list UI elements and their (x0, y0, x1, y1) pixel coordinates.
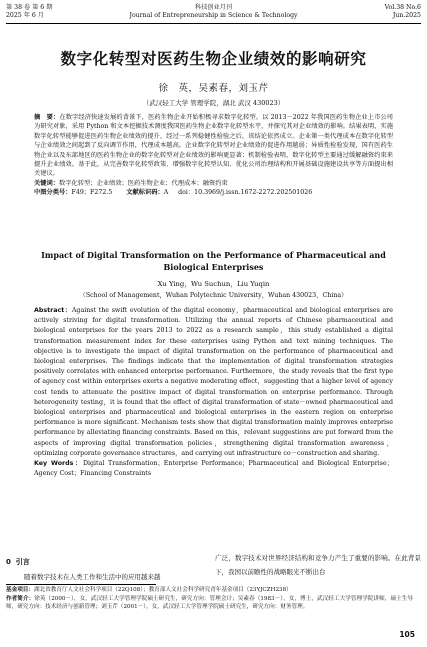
doc-code: A (163, 189, 169, 197)
author-bio-text: 徐英（2000－），女，武汉轻工大学管理学院硕士研究生，研究方向：管理会计；吴素春（1983－），女，博士，武汉轻工大学管理学院讲师，硕士生导师，研究方向：技术经济与创新管理；刘玉芹（2001－），女，武汉轻工大学管理学院硕士研究生，研究方向：财务管理。 (6, 595, 413, 611)
paper-title-en-line1: Impact of Digital Transformation on the Performance of Pharmaceutical and (41, 250, 386, 260)
abstract-en-text: Against the swift evolution of the digital economy，pharmaceutical and biological enterprises are actively striving for digital transformation. Utilizing the annual reports of Chinese pharmaceutical and biological enterprises for the years 2013 to 2022 as a research sample，this study established a digital transformation measurement index for these enterprises using Python and text mining techniques. The objective is to investigate the impact of digital transformation on the performance of pharmaceutical and biological enterprises. The findings indicate that the implementation of digital transformation strategies positively correlates with enhanced enterprise performance. Furthermore，the study reveals that the first type of agency cost within enterprises exerts a negative moderating effect，suggesting that a higher level of agency cost tends to attenuate the positive impact of digital transformation on enterprise performance. Through heterogeneity testing，it is found that the effect of digital transformation of state－owned pharmaceutical and biological enterprises and pharmaceutical and biological enterprises in the eastern region on enterprise performance is more significant. Mechanism tests show that digital transformation mainly improves enterprise performance by alleviating financing constraints. Based on this，relevant suggestions are put forward from the aspects of improving digital transformation policies，strengthening digital transformation awareness，optimizing corporate governance structures，and carrying out infrastructure co－construction and sharing. (34, 307, 393, 457)
paper-title-cn: 数字化转型对医药生物企业绩效的影响研究 (60, 50, 367, 68)
date-cn: 2025 年 6 月 (6, 12, 44, 19)
doi: doi：10.3969/j.issn.1672-2272.202501026 (178, 189, 313, 197)
keywords-cn: 数字化转型；企业绩效；医药生物企业；代理成本；融资约束 (59, 179, 228, 187)
footnote-funding (6, 586, 413, 595)
footnote-authors (6, 595, 413, 612)
authors-en: Xu Ying，Wu Suchun，Liu Yuqin (157, 280, 270, 288)
abstract-cn-label: 摘 要： (34, 114, 60, 121)
clc-number: F49；F272.5 (71, 189, 113, 197)
authors-cn: 徐 英，吴素春，刘玉芹 (158, 83, 269, 94)
clc-label: 中图分类号： (34, 189, 72, 197)
keywords-en: Digital Transformation；Enterprise Performance；Pharmaceutical and Biological Enterprise；Agency Cost；Financing Constraints (34, 460, 393, 478)
section-heading (6, 555, 206, 570)
page-number: 105 (399, 630, 415, 639)
body-text-col2: 广泛，数字技术对世界经济结构和竞争力产生了重要的影响。在此背景下，我国以前瞻性的战略眼光不断出台 (215, 554, 421, 576)
header-rule (6, 23, 421, 24)
paper-title-en-line2: Biological Enterprises (163, 261, 264, 272)
date-en: Jun.2025 (392, 12, 421, 19)
body-text-col1: 随着数字技术在人类工作和生活中的应用越来越 (24, 573, 161, 581)
doc-code-label: 文献标识码： (126, 189, 164, 197)
affiliation-cn: （武汉轻工大学 管理学院，湖北 武汉 430023） (142, 99, 285, 107)
affiliation-en: （School of Management，Wuhan Polytechnic University，Wuhan 430023，China） (79, 292, 348, 299)
header-center (6, 4, 421, 20)
paper-title-en (34, 250, 393, 273)
keywords-en-label: Key Words： (34, 460, 83, 468)
funding-text: 湖北省教育厅人文社会科学项目（22Q108）；教育部人文社会科学研究青年基金项目（23YJCZH238） (33, 587, 292, 593)
volume-issue-cn: 第 38 卷 第 6 期 (6, 4, 53, 11)
introduction-section (6, 555, 206, 585)
author-bio-label: 作者简介： (6, 595, 35, 602)
funding-label: 基金项目： (6, 587, 34, 593)
journal-name-en: Journal of Entrepreneurship in Science & Technology (129, 12, 298, 19)
header-right (385, 4, 421, 20)
journal-name-cn: 科技创业月刊 (194, 4, 233, 11)
keywords-cn-label: 关键词： (34, 179, 59, 187)
section-number: 0 (6, 558, 11, 566)
section-title: 引言 (15, 558, 30, 566)
volume-issue-en: Vol.38 No.6 (384, 4, 421, 11)
abstract-cn-text: 在数字经济快速发展的背景下，医药生物企业开始积极寻求数字化转型。以 2013－2022 年我国医药生物企业上市公司为研究对象，采用 Python 和文本挖掘技术测度我国医药生物企业数字化转型水平，并探究其对企业绩效的影响。结果表明，实施数字化转型能够促进医药生物企业绩效的提升，经过一系列稳健性检验之后，该结论依然成立。企业第一类代理成本在数字化转型与企业绩效之间起到了反向调节作用，代理成本越高，企业数字化转型对企业绩效的促进作用越弱；异质性检验发现，国有医药生物企业以及东部地区的医药生物企业的数字化转型对企业绩效的影响更显著；机制检验表明，数字化转型主要通过缓解融资约束来提升企业绩效。基于此，从完善数字化转型政策、增强数字化转型认知、优化公司治理结构和开展基础设施建设共享等方面提出相关建议。 (34, 114, 394, 178)
abstract-cn (34, 113, 393, 198)
footnotes (6, 586, 413, 612)
abstract-en-label: Abstract： (34, 307, 72, 314)
abstract-en (34, 306, 393, 479)
footnote-rule (6, 584, 156, 585)
